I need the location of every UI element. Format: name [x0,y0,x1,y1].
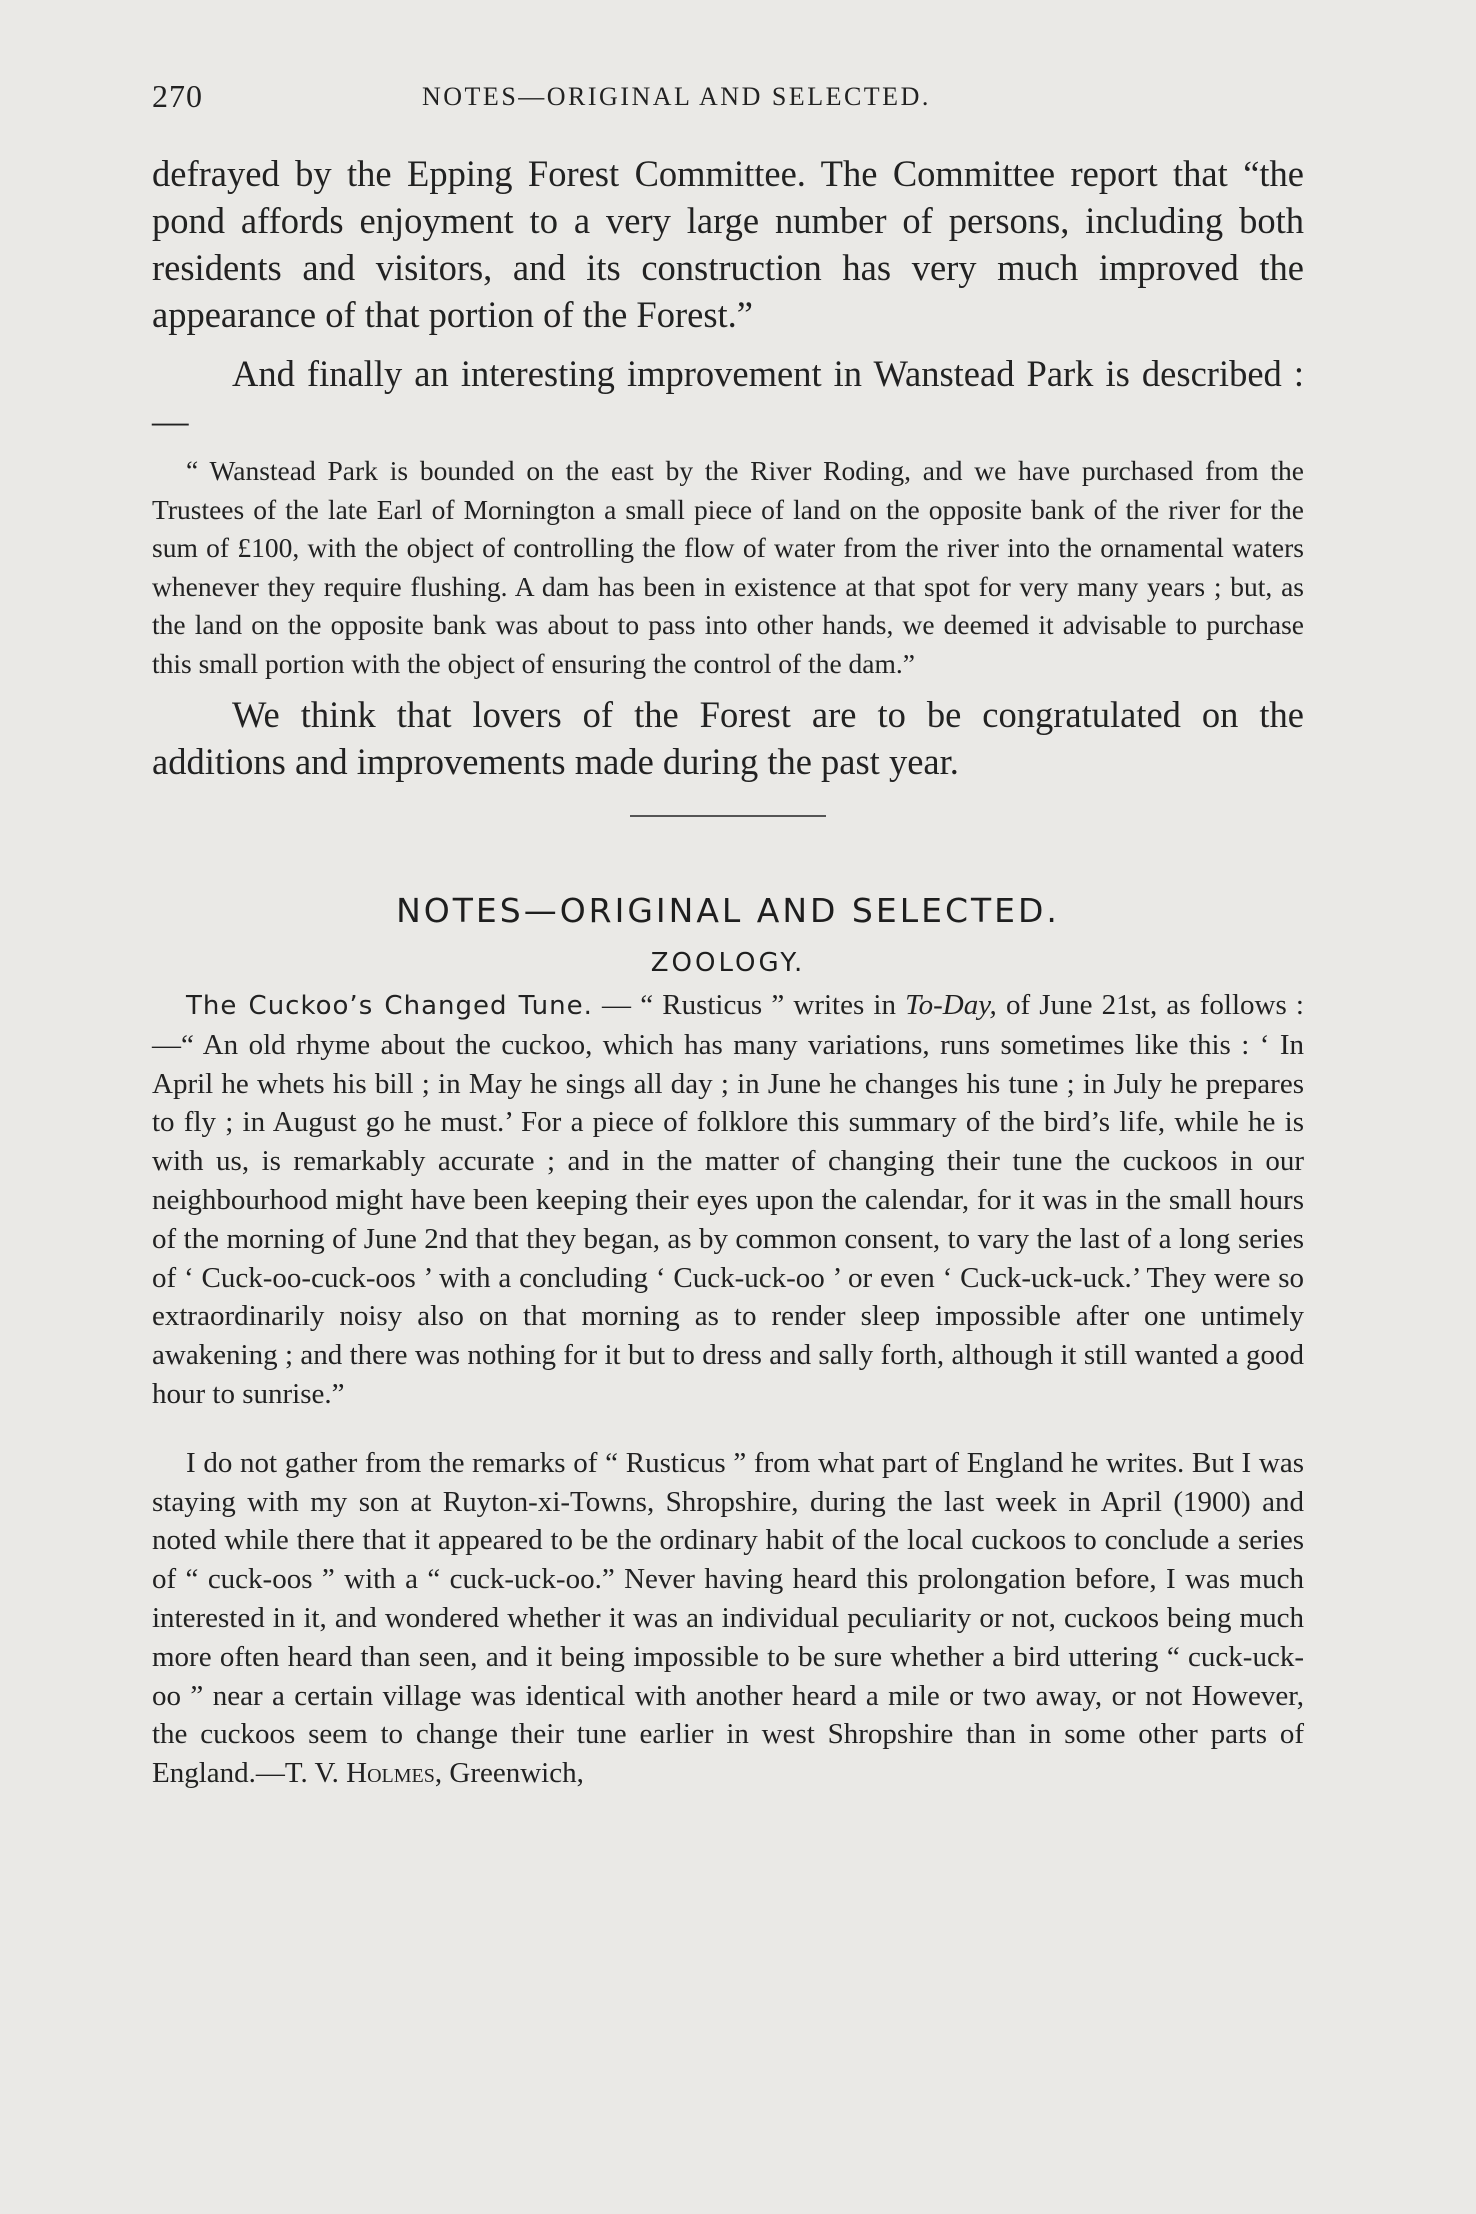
signature-dash: —T. V. [255,1757,347,1790]
cuckoo-paragraph-1-text: of June 21st, as follows :—“ An old rhyme about the cuckoo, which has many variations, runs sometimes like this : ‘ In April he whets his bill ; in May he sings all day ; in June he changes his tune ; in July he prepares to fly ; in August go he must.’ For a piece of folklore this summary of the bird’s life, while he is with us, is remarkably accurate ; and in the matter of changing their tune the cuckoos in our neighbourhood might have been keeping their eyes upon the calendar, for it was in the small hours of the morning of June 2nd that they began, as by common consent, to vary the last of a long series of ‘ Cuck-oo-cuck-oos ’ with a concluding ‘ Cuck-uck-oo ’ or even ‘ Cuck-uck-uck.’ They were so extraordinarily noisy also on that morning as to render sleep impossible after one untimely awakening ; and there was nothing for it but to dress and sally forth, although it still wanted a good hour to sunrise.” [152,989,1304,1410]
forest-paragraph-2: And finally an interesting improvement in Wanstead Park is described :— [152,353,1304,441]
cuckoo-paragraph-1-lead: — “ Rusticus ” writes in [592,989,906,1021]
article-title: The Cuckoo’s Changed Tune. [186,991,593,1021]
wanstead-park-quotation: “ Wanstead Park is bounded on the east by the River Roding, and we have purchased from the Trustees of the late Earl of Mornington a small piece of land on the opposite bank of the river for the sum of £100, with the object of controlling the flow of water from the river into the ornamental waters whenever they require flushing. A dam has been in existence at that spot for very many years ; but, as the land on the opposite bank was about to pass into other hands, we deemed it advisable to purchase this small portion with the object of ensuring the control of the dam.” [152,455,1304,679]
cuckoo-paragraph-1 [152,986,1304,1414]
page-number: 270 [152,78,203,114]
source-publication: To-Day, [905,989,997,1021]
subsection-heading-zoology: ZOOLOGY. [650,948,806,978]
forest-paragraph-1: defrayed by the Epping Forest Committee. The Committee report that “the pond affords enjoyment to a very large number of persons, including both residents and visitors, and its construction has very much improved the appearance of that portion of the Forest.” [152,153,1304,335]
forest-closing-paragraph: We think that lovers of the Forest are to be congratulated on the additions and improvements made during the past year. [152,694,1304,782]
cuckoo-paragraph-2-text: I do not gather from the remarks of “ Rusticus ” from what part of England he writes. But I was staying with my son at Ruyton-xi-Towns, Shropshire, during the last week in April (1900) and noted while there that it appeared to be the ordinary habit of the local cuckoos to conclude a series of “ cuck-oos ” with a “ cuck-uck-oo.” Never having heard this prolongation before, I was much interested in it, and wondered whether it was an individual peculiarity or not, cuckoos being much more often heard than seen, and it being impossible to be sure whether a bird uttering “ cuck-uck-oo ” near a certain village was identical with another heard a mile or two away, or not However, the cuckoos seem to change their tune earlier in west Shropshire than in some other parts of England. [152,1446,1304,1790]
section-heading: NOTES—ORIGINAL AND SELECTED. [396,891,1060,930]
cuckoo-paragraph-2 [152,1444,1304,1793]
running-head [152,78,1312,118]
running-title: NOTES—ORIGINAL AND SELECTED. [422,82,931,111]
page-body [152,150,1304,1793]
section-divider [630,815,826,817]
signature-place: , Greenwich, [434,1757,584,1790]
author-signature: Holmes [346,1757,435,1790]
